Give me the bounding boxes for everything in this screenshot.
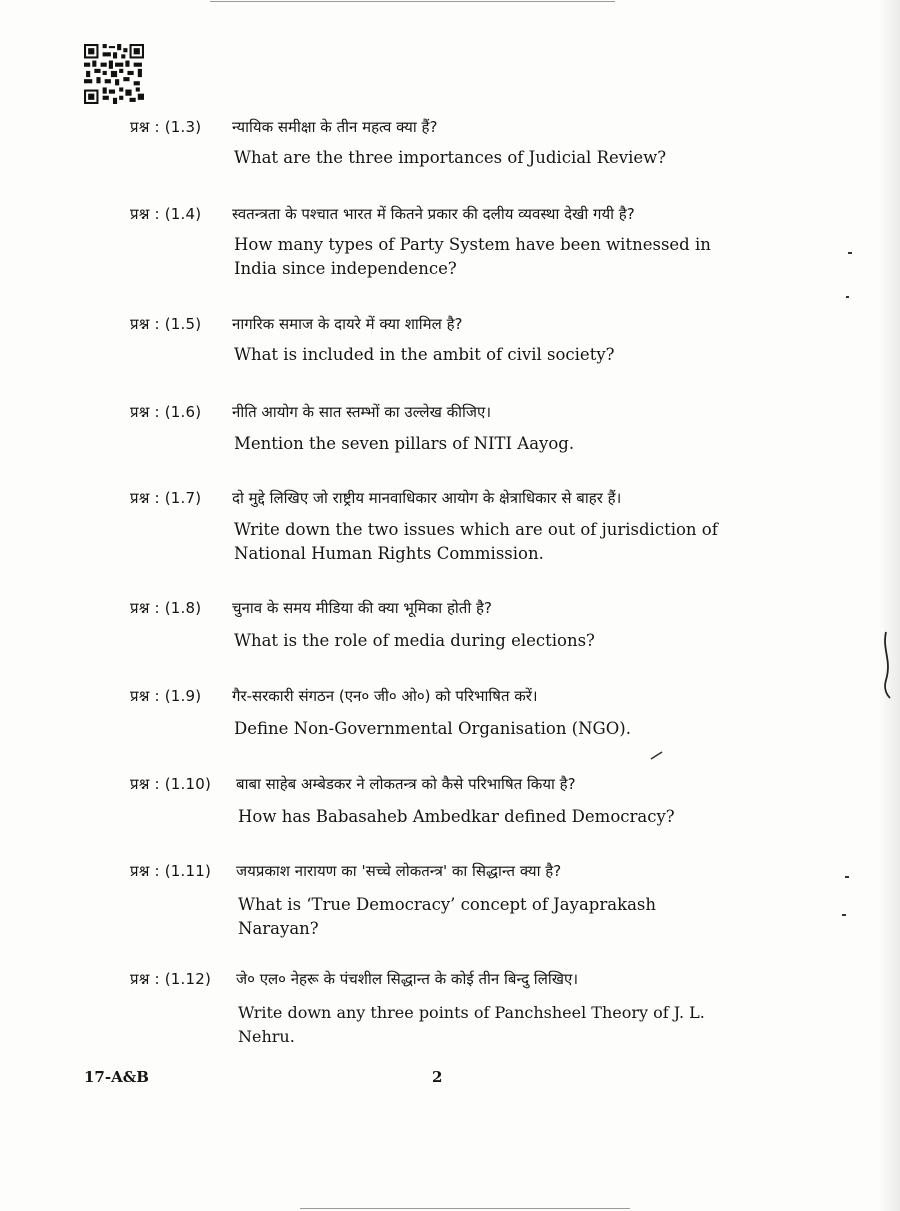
question-hindi: जयप्रकाश नारायण का 'सच्चे लोकतन्त्र' का सिद्धान्त क्या है? <box>236 862 562 880</box>
pen-mark <box>650 750 664 760</box>
question-number: प्रश्न : (1.6) <box>130 403 202 421</box>
question-english: How has Babasaheb Ambedkar defined Democracy? <box>238 807 675 826</box>
scan-speck <box>848 252 852 254</box>
question-english: Define Non-Governmental Organisation (NGO). <box>234 719 631 738</box>
question-number: प्रश्न : (1.3) <box>130 118 202 136</box>
question-hindi: बाबा साहेब अम्बेडकर ने लोकतन्त्र को कैसे परिभाषित किया है? <box>236 775 576 793</box>
question-english: Write down any three points of Panchsheel Theory of J. L. Nehru. <box>238 1003 705 1046</box>
question-number: प्रश्न : (1.12) <box>130 970 212 988</box>
question-english: Write down the two issues which are out of jurisdiction of National Human Rights Commission. <box>234 520 718 563</box>
question-number: प्रश्न : (1.11) <box>130 862 212 880</box>
paper-code: 17-A&B <box>84 1068 149 1086</box>
question-hindi: स्वतन्त्रता के पश्चात भारत में कितने प्रकार की दलीय व्यवस्था देखी गयी है? <box>232 205 635 223</box>
scan-top-line <box>210 1 615 2</box>
question-hindi: गैर-सरकारी संगठन (एन० जी० ओ०) को परिभाषित करें। <box>232 687 538 705</box>
question-number: प्रश्न : (1.4) <box>130 205 202 223</box>
question-hindi: नागरिक समाज के दायरे में क्या शामिल है? <box>232 315 463 333</box>
scan-bottom-line <box>300 1208 630 1209</box>
scan-speck <box>842 914 846 916</box>
question-english: What is the role of media during elections? <box>234 631 595 650</box>
question-hindi: जे० एल० नेहरू के पंचशील सिद्धान्त के कोई तीन बिन्दु लिखिए। <box>236 970 578 988</box>
question-hindi: दो मुद्दे लिखिए जो राष्ट्रीय मानवाधिकार आयोग के क्षेत्राधिकार से बाहर हैं। <box>232 489 622 507</box>
question-number: प्रश्न : (1.10) <box>130 775 212 793</box>
scan-edge-mark <box>880 630 900 700</box>
question-number: प्रश्न : (1.7) <box>130 489 202 507</box>
scan-speck <box>845 876 849 878</box>
qr-code <box>84 44 144 104</box>
question-english: How many types of Party System have been witnessed in India since independence? <box>234 235 711 278</box>
question-english: What is included in the ambit of civil society? <box>234 345 615 364</box>
question-english: Mention the seven pillars of NITI Aayog. <box>234 434 575 453</box>
question-english: What is ‘True Democracy’ concept of Jayaprakash Narayan? <box>238 895 657 938</box>
question-number: प्रश्न : (1.8) <box>130 599 202 617</box>
question-number: प्रश्न : (1.9) <box>130 687 202 705</box>
question-hindi: नीति आयोग के सात स्तम्भों का उल्लेख कीजिए। <box>232 403 492 421</box>
question-hindi: न्यायिक समीक्षा के तीन महत्व क्या हैं? <box>232 118 438 136</box>
question-english: What are the three importances of Judicial Review? <box>234 148 667 167</box>
page-number: 2 <box>432 1068 443 1086</box>
scan-speck <box>846 296 849 298</box>
question-hindi: चुनाव के समय मीडिया की क्या भूमिका होती है? <box>232 599 492 617</box>
scan-right-edge <box>878 0 900 1211</box>
question-number: प्रश्न : (1.5) <box>130 315 202 333</box>
